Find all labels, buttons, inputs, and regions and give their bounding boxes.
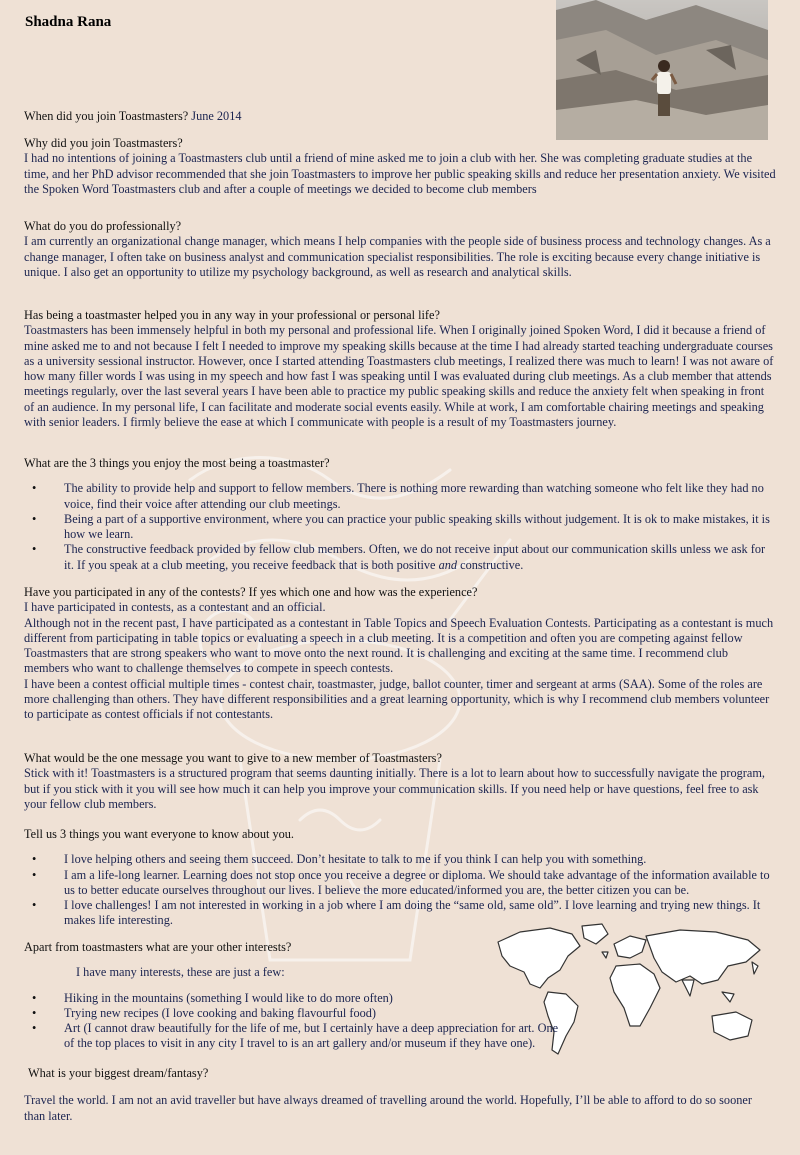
- contests-paragraph: I have participated in contests, as a contestant and an official.: [24, 600, 326, 615]
- section-profession: [24, 219, 776, 280]
- interests-intro: I have many interests, these are just a few:: [76, 965, 285, 980]
- section-know: [24, 827, 776, 929]
- join-answer: June 2014: [191, 109, 242, 123]
- contests-paragraph: Although not in the recent past, I have participated as a contestant in Table Topics and Speech Evaluation Contests. Participating as a contestant is much different from participating in table topics or evaluating a speech in a club meeting. It is a competition and often you are competing against fellow Toastmasters that are strong speakers who want to move onto the next round. It is challenging and exciting at the same time. I recommend club members who want to challenge themselves to compete in speech contests.: [24, 615, 774, 676]
- know-question: Tell us 3 things you want everyone to know about you.: [24, 827, 294, 841]
- why-question: Why did you join Toastmasters?: [24, 136, 183, 150]
- enjoy-list: [24, 481, 776, 573]
- list-item: • Trying new recipes (I love cooking and baking flavourful food): [24, 1006, 569, 1021]
- dream-question: What is your biggest dream/fantasy?: [28, 1066, 209, 1080]
- list-item: • I love challenges! I am not interested in working in a job where I am doing the “same old, same old”. I love learning and trying new things. It makes life interesting.: [24, 898, 776, 929]
- helped-question: Has being a toastmaster helped you in any way in your professional or personal life?: [24, 308, 440, 322]
- profession-answer: I am currently an organizational change manager, which means I help companies with the people side of business process and technology changes. As a change manager, I often take on business analyst and communication specialist responsibilities. The role is exciting because every change initiative is unique. I also get an opportunity to utilize my psychology background, as well as research and analytical skills.: [24, 234, 771, 279]
- list-item: • Being a part of a supportive environment, where you can practice your public speaking skills without judgement. It is ok to make mistakes, it is how we learn.: [24, 512, 776, 543]
- list-item: • I love helping others and seeing them succeed. Don’t hesitate to talk to me if you think I can help you with something.: [24, 852, 776, 867]
- list-item: [24, 542, 776, 573]
- contests-question: Have you participated in any of the contests? If yes which one and how was the experience?: [24, 585, 478, 599]
- enjoy-question: What are the 3 things you enjoy the most being a toastmaster?: [24, 456, 330, 470]
- section-contests: [24, 585, 776, 723]
- why-answer: I had no intentions of joining a Toastmasters club until a friend of mine asked me to join a club with her. She was completing graduate studies at the time, and her PhD advisor recommended that she join Toastmasters to improve her public speaking skills and reduce her presentation anxiety. We visited the Spoken Word Toastmasters club and after a couple of meetings we decided to become club members: [24, 151, 776, 196]
- dream-answer: Travel the world. I am not an avid traveller but have always dreamed of travelling around the world. Hopefully, I’ll be able to afford to do so sooner than later.: [24, 1093, 752, 1123]
- contests-paragraph: I have been a contest official multiple times - contest chair, toastmaster, judge, ballot counter, timer and sergeant at arms (SAA). Some of the roles are more challenging than others. They have different responsibilities and a great learning opportunity, which is why I recommend club members volunteer to participate as contest officials if not contestants.: [24, 676, 770, 722]
- section-enjoy: [24, 456, 776, 573]
- enjoy-item3-end: constructive.: [457, 557, 524, 572]
- section-dream: [24, 1066, 776, 1124]
- interests-question: Apart from toastmasters what are your other interests?: [24, 940, 292, 954]
- message-question: What would be the one message you want to give to a new member of Toastmasters?: [24, 751, 442, 765]
- section-join: [24, 109, 776, 124]
- know-list: [24, 852, 776, 928]
- section-why: [24, 136, 776, 197]
- person-name: Shadna Rana: [25, 14, 112, 30]
- helped-answer: Toastmasters has been immensely helpful in both my personal and professional life. When I originally joined Spoken Word, I did it because a friend of mine asked me to and not because I felt I needed to improve my speaking skills because at the time I had already started teaching undergraduate courses as a university sessional instructor. However, once I started attending Toastmasters club meetings, I realized there was much to learn! I was not aware of how many filler words I was using in my speech and how fast I was speaking until I was evaluated during club meetings. As a club member that attends meetings regularly, over the last several years I have been able to practice my public speaking skills and reduce the anxiety felt when speaking in front of an audience. In my personal life, I can facilitate and moderate social events easily. While at work, I am comfortable chairing meetings and speaking with senior leaders. I firmly believe the ease at which I communicate with people is a result of my Toastmasters journey.: [24, 323, 774, 430]
- message-answer: Stick with it! Toastmasters is a structured program that seems daunting initially. There is a lot to learn about how to successfully navigate the program, but if you stick with it you will see how much it can help you improve your communication skills. If you need help or have questions, feel free to ask your fellow club members.: [24, 766, 765, 811]
- section-interests: [24, 940, 776, 1052]
- enjoy-item3-emphasis: and: [438, 557, 458, 572]
- list-item: • The ability to provide help and support to fellow members. There is nothing more rewarding than watching someone who felt like they had no voice, find their voice after attending our club meetings.: [24, 481, 776, 512]
- section-helped: [24, 308, 776, 430]
- section-message: [24, 751, 776, 812]
- interests-list: [24, 991, 569, 1052]
- list-item: • Hiking in the mountains (something I would like to do more often): [24, 991, 569, 1006]
- join-question: When did you join Toastmasters?: [24, 109, 189, 123]
- enjoy-item3-text: The constructive feedback provided by fellow club members. Often, we do not receive input about our communication skills unless we ask for it. If you speak at a club meeting, you receive feedback that is both positive: [64, 542, 766, 572]
- profession-question: What do you do professionally?: [24, 219, 182, 233]
- list-item: • I am a life-long learner. Learning does not stop once you receive a degree or diploma. We should take advantage of the information available to us to better educate ourselves throughout our lives. I believe the more educated/informed you are, the better citizen you can be.: [24, 868, 776, 899]
- list-item: • Art (I cannot draw beautifully for the life of me, but I certainly have a deep appreciation for art. One of the top places to visit in any city I travel to is an art gallery and/or museum if they have one).: [24, 1021, 569, 1052]
